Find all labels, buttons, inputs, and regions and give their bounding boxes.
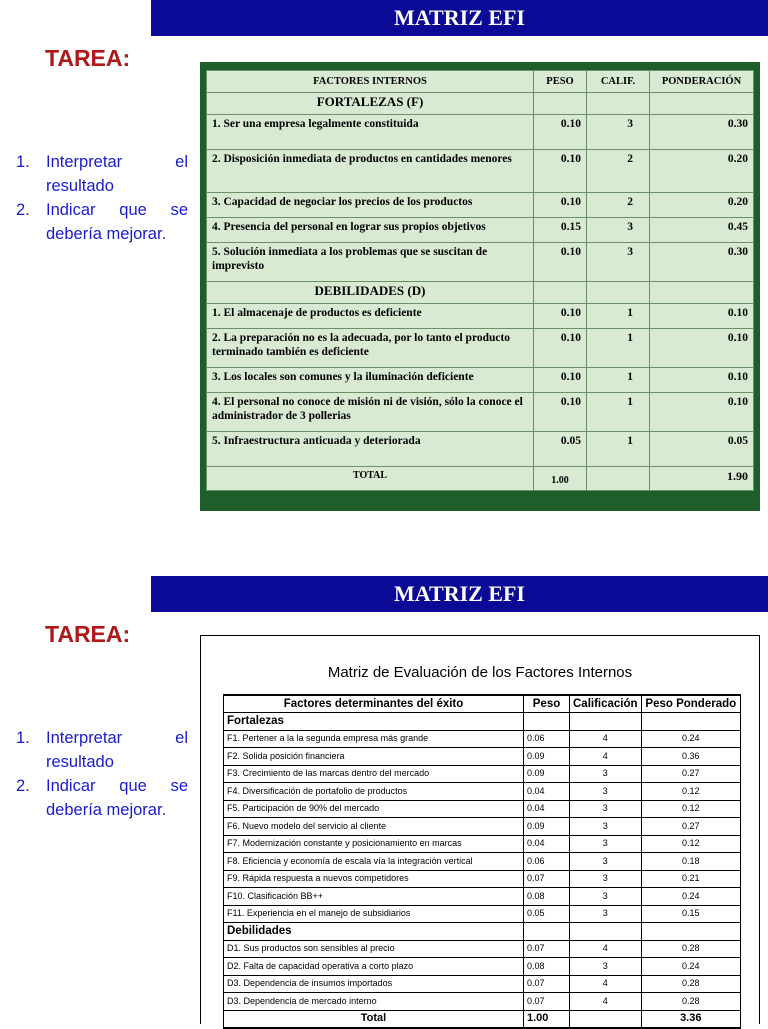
pond-cell: 0.45: [650, 218, 754, 243]
calif-cell: 3: [570, 835, 642, 853]
slide1-title-bar: [151, 0, 768, 36]
section-label: FORTALEZAS (F): [207, 93, 534, 115]
header-cell: Calificación: [570, 695, 642, 713]
slide2-tarea-heading: TAREA:: [45, 621, 131, 647]
pond-cell: 0.20: [650, 150, 754, 193]
section-label: Fortalezas: [224, 713, 524, 731]
header-cell: PONDERACIÓN: [650, 71, 754, 93]
task-text: Indicar que se debería mejorar.: [46, 201, 188, 243]
factor-cell: 4. Presencia del personal en lograr sus propios objetivos: [207, 218, 534, 243]
peso-cell: 0.06: [524, 853, 570, 871]
calif-cell: 4: [570, 748, 642, 766]
peso-cell: 0.10: [534, 304, 587, 329]
factor-cell: F4. Diversificación de portafolio de productos: [224, 783, 524, 801]
section-label: Debilidades: [224, 923, 524, 941]
peso-cell: 0.08: [524, 888, 570, 906]
pond-cell: 0.27: [641, 818, 740, 836]
table-row: [224, 993, 741, 1011]
section-row-fortalezas: [207, 93, 754, 115]
pond-cell: 0.20: [650, 193, 754, 218]
peso-cell: 0.10: [534, 243, 587, 282]
peso-cell: 0.05: [524, 905, 570, 923]
factor-cell: 1. El almacenaje de productos es deficiente: [207, 304, 534, 329]
pond-cell: 0.18: [641, 853, 740, 871]
header-cell: FACTORES INTERNOS: [207, 71, 534, 93]
calif-cell: 3: [570, 905, 642, 923]
pond-cell: 0.24: [641, 888, 740, 906]
total-label: TOTAL: [207, 467, 534, 491]
peso-cell: 0.09: [524, 765, 570, 783]
peso-cell: 0.04: [524, 835, 570, 853]
factor-cell: 2. La preparación no es la adecuada, por lo tanto el producto terminado también es deficiente: [207, 329, 534, 368]
factor-cell: F10. Clasificación BB++: [224, 888, 524, 906]
table-row: [207, 304, 754, 329]
factor-cell: D1. Sus productos son sensibles al precio: [224, 940, 524, 958]
task-number: 2.: [16, 201, 30, 219]
table-row: [224, 800, 741, 818]
header-cell: Peso Ponderado: [641, 695, 740, 713]
table-header-row: [207, 71, 754, 93]
table-row: [207, 432, 754, 467]
factor-cell: 4. El personal no conoce de misión ni de visión, sólo la conoce el administrador de 3 pollerias: [207, 393, 534, 432]
table-row: [207, 393, 754, 432]
table-row: [224, 783, 741, 801]
slide2-title-bar: [151, 576, 768, 612]
calif-cell: 1: [627, 332, 633, 344]
table-row: [224, 958, 741, 976]
table-row: [224, 835, 741, 853]
peso-cell: 0.04: [524, 783, 570, 801]
pond-cell: 0.21: [641, 870, 740, 888]
calif-cell: 3: [570, 853, 642, 871]
calif-cell: 3: [627, 118, 633, 130]
table-row: [224, 730, 741, 748]
factor-cell: 3. Capacidad de negociar los precios de los productos: [207, 193, 534, 218]
factor-cell: F9. Rápida respuesta a nuevos competidores: [224, 870, 524, 888]
factor-cell: D3. Dependencia de insumos importados: [224, 975, 524, 993]
table-row: [207, 218, 754, 243]
peso-cell: 0.10: [534, 193, 587, 218]
task-item: [16, 726, 188, 774]
table-row: [207, 193, 754, 218]
peso-cell: 0.10: [534, 115, 587, 150]
header-cell: CALIF.: [587, 71, 650, 93]
slide2-efi-table-frame: [200, 635, 760, 1024]
pond-cell: 0.05: [650, 432, 754, 467]
calif-cell: 4: [570, 940, 642, 958]
peso-cell: 0.05: [534, 432, 587, 467]
calif-cell: 3: [570, 800, 642, 818]
table-row: [207, 115, 754, 150]
task-item: [16, 198, 188, 246]
total-pond: 1.90: [650, 467, 754, 491]
factor-cell: F6. Nuevo modelo del servicio al cliente: [224, 818, 524, 836]
total-row: [224, 1010, 741, 1028]
peso-cell: 0.10: [534, 368, 587, 393]
calif-cell: 3: [570, 888, 642, 906]
calif-cell: 3: [627, 246, 633, 258]
header-cell: Peso: [524, 695, 570, 713]
total-peso: 1.00: [534, 467, 587, 491]
peso-cell: 0.07: [524, 940, 570, 958]
factor-cell: F2. Solida posición financiera: [224, 748, 524, 766]
total-pond: 3.36: [641, 1010, 740, 1028]
table-row: [207, 243, 754, 282]
slide1-tarea-heading: TAREA:: [45, 45, 131, 71]
factor-cell: 5. Solución inmediata a los problemas que se suscitan de imprevisto: [207, 243, 534, 282]
peso-cell: 0.09: [524, 748, 570, 766]
table-row: [207, 329, 754, 368]
calif-cell: 2: [627, 153, 633, 165]
peso-cell: 0.15: [534, 218, 587, 243]
table-row: [224, 853, 741, 871]
table-row: [207, 150, 754, 193]
calif-cell: 1: [627, 435, 633, 447]
pond-cell: 0.12: [641, 800, 740, 818]
factor-cell: D2. Falta de capacidad operativa a corto plazo: [224, 958, 524, 976]
task-text: Interpretar el resultado: [46, 153, 188, 195]
calif-cell: 3: [570, 783, 642, 801]
table-row: [224, 888, 741, 906]
task-text: Interpretar el resultado: [46, 729, 188, 771]
slide1-title: MATRIZ EFI: [394, 5, 525, 30]
total-peso: 1.00: [524, 1010, 570, 1028]
factor-cell: F7. Modernización constante y posicionamiento en marcas: [224, 835, 524, 853]
task-item: [16, 774, 188, 822]
peso-cell: 0.10: [534, 393, 587, 432]
slide2-task-list: [16, 726, 188, 822]
factor-cell: 1. Ser una empresa legalmente constituida: [207, 115, 534, 150]
peso-cell: 0.07: [524, 993, 570, 1011]
pond-cell: 0.28: [641, 940, 740, 958]
factor-cell: F11. Experiencia en el manejo de subsidiarios: [224, 905, 524, 923]
pond-cell: 0.24: [641, 958, 740, 976]
factor-cell: F5. Participación de 90% del mercado: [224, 800, 524, 818]
pond-cell: 0.27: [641, 765, 740, 783]
calif-cell: 2: [627, 196, 633, 208]
factor-cell: F3. Crecimiento de las marcas dentro del mercado: [224, 765, 524, 783]
pond-cell: 0.28: [641, 975, 740, 993]
peso-cell: 0.07: [524, 975, 570, 993]
header-cell: PESO: [534, 71, 587, 93]
section-row-debilidades: [207, 282, 754, 304]
peso-cell: 0.09: [524, 818, 570, 836]
slide1-efi-table-frame: [200, 62, 760, 511]
task-number: 2.: [16, 777, 30, 795]
slide2-title: MATRIZ EFI: [394, 581, 525, 606]
calif-cell: 3: [570, 765, 642, 783]
calif-cell: 3: [627, 221, 633, 233]
pond-cell: 0.12: [641, 835, 740, 853]
pond-cell: 0.24: [641, 730, 740, 748]
total-label: Total: [224, 1010, 524, 1028]
peso-cell: 0.10: [534, 150, 587, 193]
total-row: [207, 467, 754, 491]
table-row: [224, 975, 741, 993]
peso-cell: 0.04: [524, 800, 570, 818]
factor-cell: D3. Dependencia de mercado interno: [224, 993, 524, 1011]
pond-cell: 0.10: [650, 393, 754, 432]
table-row: [224, 818, 741, 836]
header-cell: Factores determinantes del éxito: [224, 695, 524, 713]
pond-cell: 0.28: [641, 993, 740, 1011]
slide2-efi-table: [223, 694, 741, 1029]
task-number: 1.: [16, 729, 30, 747]
factor-cell: F1. Pertener a la la segunda empresa más grande: [224, 730, 524, 748]
factor-cell: F8. Eficiencia y economía de escala vía la integración vertical: [224, 853, 524, 871]
table-caption: Matriz de Evaluación de los Factores Internos: [327, 664, 633, 681]
slide1-efi-table: [206, 70, 754, 491]
factor-cell: 3. Los locales son comunes y la iluminación deficiente: [207, 368, 534, 393]
calif-cell: 3: [570, 870, 642, 888]
table-header-row: [224, 695, 741, 713]
table-row: [224, 870, 741, 888]
pond-cell: 0.10: [650, 368, 754, 393]
pond-cell: 0.10: [650, 329, 754, 368]
pond-cell: 0.15: [641, 905, 740, 923]
pond-cell: 0.10: [650, 304, 754, 329]
table-row: [224, 765, 741, 783]
factor-cell: 5. Infraestructura anticuada y deteriorada: [207, 432, 534, 467]
task-number: 1.: [16, 153, 30, 171]
table-row: [224, 940, 741, 958]
slide1-task-list: [16, 150, 188, 246]
peso-cell: 0.10: [534, 329, 587, 368]
factor-cell: 2. Disposición inmediata de productos en cantidades menores: [207, 150, 534, 193]
task-item: [16, 150, 188, 198]
calif-cell: 1: [627, 307, 633, 319]
peso-cell: 0.07: [524, 870, 570, 888]
calif-cell: 4: [570, 730, 642, 748]
calif-cell: 4: [570, 993, 642, 1011]
table-row: [224, 748, 741, 766]
section-label: DEBILIDADES (D): [207, 282, 534, 304]
table-row: [224, 905, 741, 923]
peso-cell: 0.08: [524, 958, 570, 976]
table-row: [207, 368, 754, 393]
calif-cell: 3: [570, 958, 642, 976]
calif-cell: 3: [570, 818, 642, 836]
peso-cell: 0.06: [524, 730, 570, 748]
pond-cell: 0.30: [650, 115, 754, 150]
section-row-fortalezas: [224, 713, 741, 731]
pond-cell: 0.30: [650, 243, 754, 282]
pond-cell: 0.36: [641, 748, 740, 766]
section-row-debilidades: [224, 923, 741, 941]
task-text: Indicar que se debería mejorar.: [46, 777, 188, 819]
calif-cell: 1: [627, 371, 633, 383]
calif-cell: 1: [627, 396, 633, 408]
pond-cell: 0.12: [641, 783, 740, 801]
calif-cell: 4: [570, 975, 642, 993]
